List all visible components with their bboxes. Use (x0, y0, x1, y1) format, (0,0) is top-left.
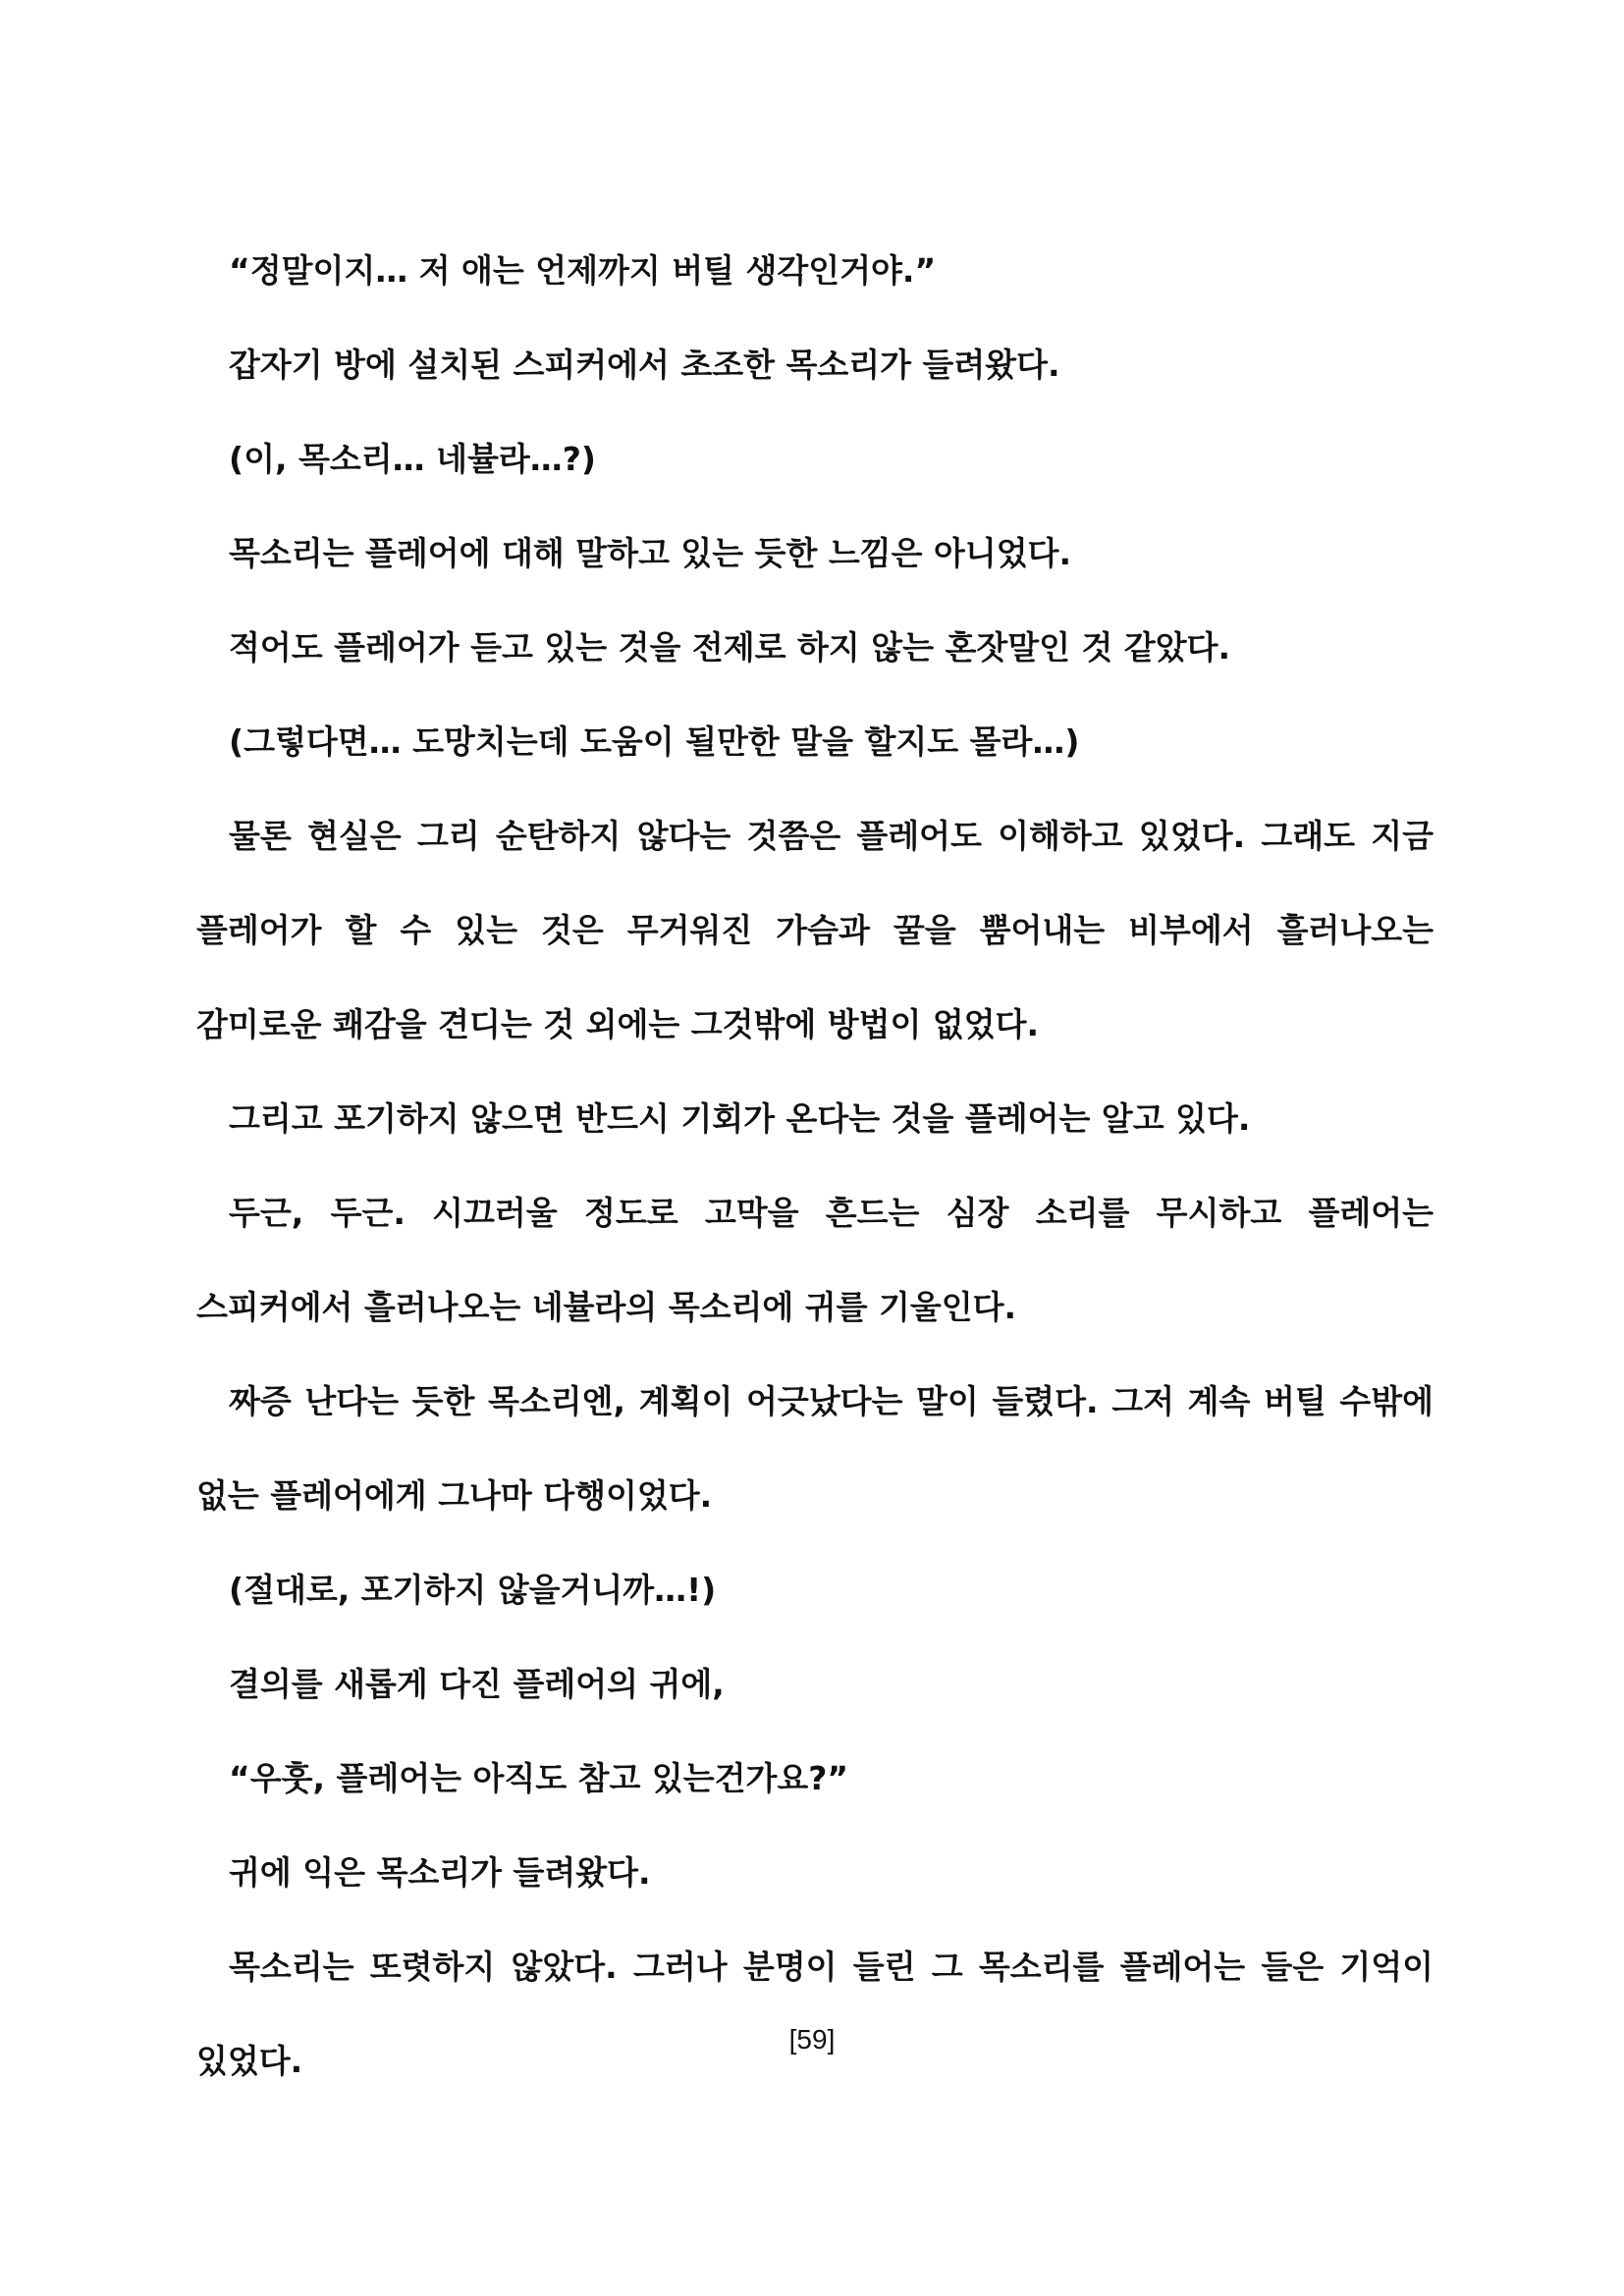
paragraph: “정말이지… 저 애는 언제까지 버틸 생각인거야.” (229, 251, 937, 290)
paragraph: (이, 목소리… 네뷸라…?) (229, 440, 596, 478)
paragraph: 목소리는 또렷하지 않았다. 그러나 분명이 들린 그 목소리를 플레어는 들은 기억이 있었다. (196, 1948, 1434, 2080)
paragraph: 귀에 익은 목소리가 들려왔다. (229, 1853, 651, 1892)
paragraph: 결의를 새롭게 다진 플레어의 귀에, (229, 1665, 725, 1703)
paragraph: (그렇다면… 도망치는데 도움이 될만한 말을 할지도 몰라…) (229, 722, 1080, 761)
paragraph: (절대로, 포기하지 않을거니까…!) (229, 1571, 717, 1609)
paragraph: 두근, 두근. 시끄러울 정도로 고막을 흔드는 심장 소리를 무시하고 플레어는 스피커에서 흘러나오는 네뷸라의 목소리에 귀를 기울인다. (196, 1194, 1434, 1326)
paragraph: “우훗, 플레어는 아직도 참고 있는건가요?” (229, 1759, 849, 1797)
paragraph: 목소리는 플레어에 대해 말하고 있는 듯한 느낌은 아니었다. (229, 534, 1072, 572)
paragraph: 적어도 플레어가 듣고 있는 것을 전제로 하지 않는 혼잣말인 것 같았다. (229, 628, 1231, 667)
paragraph: 짜증 난다는 듯한 목소리엔, 계획이 어긋났다는 말이 들렸다. 그저 계속 버틸 수밖에 없는 플레어에게 그나마 다행이었다. (196, 1382, 1434, 1515)
paragraph: 그리고 포기하지 않으면 반드시 기회가 온다는 것을 플레어는 알고 있다. (229, 1099, 1251, 1138)
page-number: [59] (788, 2024, 836, 2055)
body-text (196, 224, 1434, 2109)
paragraph: 물론 현실은 그리 순탄하지 않다는 것쯤은 플레어도 이해하고 있었다. 그래도 지금 플레어가 할 수 있는 것은 무거워진 가슴과 꿀을 뿜어내는 비부에서 흘러나오는 감미로운 쾌감을 견디는 것 외에는 그것밖에 방법이 없었다. (196, 817, 1434, 1043)
paragraph: 갑자기 방에 설치된 스피커에서 초조한 목소리가 들려왔다. (229, 346, 1060, 384)
